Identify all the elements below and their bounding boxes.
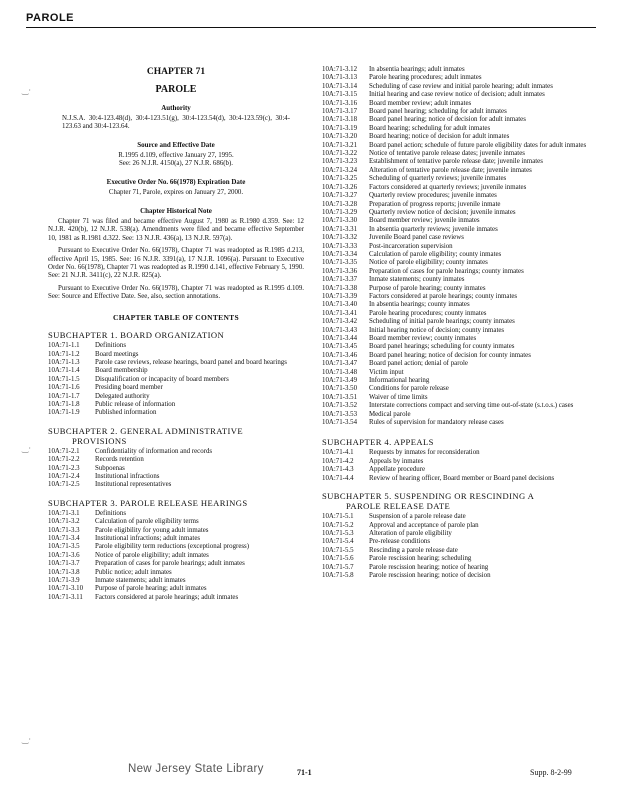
section-title: In absentia hearings; county inmates [369,301,470,309]
section-number: 10A:71-3.52 [322,402,358,410]
section-title: Preparation of progress reports; juvenile inmate [369,200,501,208]
section-number: 10A:71-2.3 [48,464,80,472]
toc-entry [48,384,304,392]
section-number: 10A:71-4.4 [322,474,354,482]
section-title: Calculation of parole eligibility; county inmates [369,250,502,258]
toc-entry [322,475,588,483]
section-number: 10A:71-3.29 [322,208,358,216]
library-watermark: New Jersey State Library [128,763,264,775]
history-paragraph: Pursuant to Executive Order No. 66(1978), Chapter 71 was readopted as R.1995 d.109. See: Source and Effective Date. See, also, section annotations. [48,284,304,301]
toc-entry [322,116,588,124]
section-number: 10A:71-1.7 [48,392,80,400]
section-number: 10A:71-3.12 [322,66,358,73]
subchapter-heading [48,498,304,508]
section-title: Purpose of parole hearing; county inmates [369,284,486,292]
toc-entry [322,234,588,242]
section-number: 10A:71-3.31 [322,225,358,233]
section-title: Purpose of parole hearing; adult inmates [95,585,207,593]
toc-entry [322,83,588,91]
section-number: 10A:71-3.22 [322,150,358,158]
subchapter-title: SUBCHAPTER 1. BOARD ORGANIZATION [48,330,225,341]
section-title: Preparation of cases for parole hearings; county inmates [369,267,524,275]
section-title: Notice of tentative parole release dates; juvenile inmates [369,150,525,158]
section-title: Delegated authority [95,392,150,400]
section-title: Parole rescission hearing; notice of hearing [369,563,489,571]
margin-mark: ‿· [22,86,32,95]
section-title: Appeals by inmates [369,457,424,465]
toc-entry [322,369,588,377]
running-head: PAROLE [26,12,75,24]
section-title: Medical parole [369,410,411,418]
page-number: 71-1 [297,768,312,777]
toc-entry [322,100,588,108]
section-title: Scheduling of initial parole hearings; county inmates [369,318,515,326]
section-number: 10A:71-2.5 [48,481,80,489]
section-title: Board panel hearing; scheduling for adult inmates [369,108,507,116]
section-title: Institutional infractions; adult inmates [95,535,201,542]
toc-entry [48,473,304,481]
toc-entry [322,66,588,74]
toc-entry [322,201,588,209]
section-number: 10A:71-2.2 [48,456,80,464]
section-title: Parole hearing procedures; adult inmates [369,74,482,82]
section-number: 10A:71-3.15 [322,91,358,99]
toc-entry [48,560,304,568]
section-title: Rescinding a parole release date [369,546,458,554]
source-line-1: R.1995 d.109, effective January 27, 1995. [118,151,234,159]
toc-entry [322,310,588,318]
toc-entry [48,543,304,551]
toc-entry [322,411,588,419]
toc-entry [48,569,304,577]
section-number: 10A:71-1.4 [48,367,80,375]
toc-entry [322,142,588,150]
section-title: Parole hearing procedures; county inmates [369,309,487,317]
section-title: Factors considered at parole hearings; county inmates [369,292,518,300]
toc-entry [322,522,588,530]
toc-entry [322,133,588,141]
toc-entry [322,564,588,572]
section-title: Pre-release conditions [369,538,431,546]
section-number: 10A:71-1.8 [48,400,80,408]
section-title: Definitions [95,342,127,350]
section-number: 10A:71-3.49 [322,377,358,385]
toc-entry [322,538,588,546]
toc-entry [322,167,588,175]
section-number: 10A:71-1.2 [48,350,80,358]
subchapter-title: SUBCHAPTER 3. PAROLE RELEASE HEARINGS [48,497,248,508]
section-number: 10A:71-3.10 [48,585,84,593]
section-number: 10A:71-1.3 [48,358,80,366]
section-title: Board panel hearing; notice of decision for adult inmates [369,116,526,124]
section-number: 10A:71-3.17 [322,108,358,116]
toc-left [48,330,304,602]
section-number: 10A:71-3.19 [322,124,358,132]
subchapter-title: SUBCHAPTER 2. GENERAL ADMINISTRATIVE [48,425,244,436]
subchapter-entries [322,449,588,483]
toc-entry [322,243,588,251]
section-title: Parole eligibility term reductions (exceptional progress) [95,543,250,551]
toc-entry [322,547,588,555]
toc-entry [322,192,588,200]
toc-entry [48,367,304,375]
section-title: Board membership [95,367,148,375]
section-number: 10A:71-3.14 [322,82,358,90]
section-title: Preparation of cases for parole hearings; adult inmates [95,560,245,568]
section-title: Subpoenas [95,464,125,472]
section-title: Institutional representatives [95,481,172,489]
section-number: 10A:71-3.38 [322,284,358,292]
toc-entry [322,259,588,267]
section-number: 10A:71-2.4 [48,472,80,480]
toc-entry [322,327,588,335]
section-number: 10A:71-3.16 [322,99,358,107]
section-title: Initial hearing and case review notice of decision; adult inmates [369,91,545,99]
section-number: 10A:71-3.30 [322,217,358,225]
history-paragraph: Chapter 71 was filed and became effective August 7, 1980 as R.1980 d.359. See: 12 N.J.R. 420(b), 12 N.J.R. 538(a). Amendments were filed and became effective September 10, 1981 as R.1981 d.322. See: 13 N.J.R. 436(a), 13 N.J.R. 597(a). [48,218,304,242]
toc-entry [48,527,304,535]
section-number: 10A:71-3.26 [322,183,358,191]
section-number: 10A:71-3.23 [322,158,358,166]
subchapter-heading [48,330,304,340]
toc-entry [48,376,304,384]
toc-entry [48,351,304,359]
section-title: Definitions [95,509,127,517]
subchapter-entries [48,342,304,418]
section-title: Review of hearing officer, Board member or Board panel decisions [369,474,555,482]
toc-entry [48,409,304,417]
section-title: Scheduling of case review and initial parole hearing; adult inmates [369,82,553,90]
section-title: Presiding board member [95,384,163,392]
right-column [322,66,588,580]
section-title: Rules of supervision for mandatory release cases [369,419,504,427]
section-number: 10A:71-3.32 [322,234,358,242]
toc-entry [322,419,588,427]
subchapter-heading [322,437,588,447]
toc-entry [322,402,588,410]
section-number: 10A:71-3.7 [48,560,80,568]
section-title: Calculation of parole eligibility terms [95,518,199,526]
toc-entry [48,393,304,401]
section-title: Parole rescission hearing; scheduling [369,555,472,563]
section-number: 10A:71-3.45 [322,343,358,351]
section-number: 10A:71-3.51 [322,393,358,401]
section-number: 10A:71-5.7 [322,563,354,571]
header-rule [26,27,596,28]
toc-entry [322,377,588,385]
chapter-title: PAROLE [155,84,197,95]
toc-heading: CHAPTER TABLE OF CONTENTS [113,312,239,322]
toc-entry [322,555,588,563]
section-title: Quarterly review notice of decision; juvenile inmates [369,208,516,216]
left-column [48,66,304,602]
section-title: Requests by inmates for reconsideration [369,449,480,457]
section-title: Board panel hearing; notice of decision for county inmates [369,351,531,359]
subchapter-heading [322,491,588,511]
subchapter-3-continued [322,66,588,427]
section-title: Informational hearing [369,377,430,385]
toc-entry [48,518,304,526]
section-number: 10A:71-5.5 [322,546,354,554]
section-number: 10A:71-3.13 [322,74,358,82]
section-number: 10A:71-4.3 [322,466,354,474]
toc-entry [322,184,588,192]
section-title: Waiver of time limits [369,393,428,401]
history-paragraph: Pursuant to Executive Order No. 66(1978), Chapter 71 was readopted as R.1985 d.213, effective April 15, 1985. See: 16 N.J.R. 3391(a), 17 N.J.R. 1096(a). Pursuant to Executive Order No. 66(1978), Chapter 71 was readopted as R.1990 d.141, effective February 5, 1990. See: 21 N.J.R. 3411(c), 22 N.J.R. 825(a). [48,247,304,280]
section-title: Notice of parole eligibility; county inmates [369,259,488,267]
toc-entry [322,293,588,301]
section-number: 10A:71-3.42 [322,318,358,326]
section-title: Suspension of a parole release date [369,513,466,521]
section-number: 10A:71-3.8 [48,568,80,576]
section-number: 10A:71-3.28 [322,200,358,208]
subchapter-title: SUBCHAPTER 4. APPEALS [322,437,434,448]
toc-entry [322,394,588,402]
toc-entry [322,125,588,133]
section-title: Records retention [95,456,144,464]
section-number: 10A:71-3.3 [48,526,80,534]
section-number: 10A:71-3.50 [322,385,358,393]
toc-entry [322,226,588,234]
toc-entry [48,465,304,473]
section-number: 10A:71-3.40 [322,301,358,309]
toc-entry [48,359,304,367]
toc-entry [322,251,588,259]
section-number: 10A:71-5.4 [322,538,354,546]
section-title: Board hearing; scheduling for adult inmates [369,124,491,132]
toc-entry [322,343,588,351]
toc-entry [48,552,304,560]
section-number: 10A:71-5.2 [322,521,354,529]
section-number: 10A:71-5.6 [322,555,354,563]
toc-entry [48,594,304,602]
toc-entry [322,513,588,521]
margin-mark: ‿· [22,444,32,453]
section-title: Approval and acceptance of parole plan [369,521,479,529]
toc-entry [322,385,588,393]
expiration-heading: Executive Order No. 66(1978) Expiration Date [106,177,246,186]
section-number: 10A:71-4.2 [322,457,354,465]
section-number: 10A:71-3.9 [48,577,80,585]
toc-entry [322,458,588,466]
section-title: Board member review; juvenile inmates [369,217,480,225]
section-title: Disqualification or incapacity of board members [95,375,229,383]
section-title: Public notice; adult inmates [95,568,172,576]
toc-entry [322,530,588,538]
section-number: 10A:71-3.47 [322,360,358,368]
subchapter-entries [48,510,304,602]
section-title: Juvenile Board panel case reviews [369,234,464,242]
section-title: Alteration of parole eligibility [369,529,452,537]
section-number: 10A:71-3.48 [322,368,358,376]
section-number: 10A:71-3.1 [48,509,80,517]
section-number: 10A:71-3.36 [322,267,358,275]
section-title: Published information [95,409,157,417]
section-number: 10A:71-5.8 [322,571,354,579]
toc-entry [322,175,588,183]
section-title: Confidentiality of information and records [95,447,213,455]
section-number: 10A:71-3.2 [48,518,80,526]
toc-entry [322,276,588,284]
toc-entry [48,401,304,409]
section-title: Institutional infractions [95,472,160,480]
expiration-text: Chapter 71, Parole, expires on January 27, 2000. [108,188,244,196]
section-title: Post-incarceration supervision [369,242,453,250]
section-number: 10A:71-3.6 [48,551,80,559]
toc-right [322,437,588,580]
section-title: Initial hearing notice of decision; county inmates [369,326,505,334]
toc-entry [48,585,304,593]
section-title: In absentia hearings; adult inmates [369,66,465,73]
supplement-date: Supp. 8-2-99 [530,768,572,777]
section-title: Parole rescission hearing; notice of decision [369,571,491,579]
section-title: Quarterly review procedures; juvenile inmates [369,192,497,200]
section-number: 10A:71-5.1 [322,513,354,521]
section-number: 10A:71-3.35 [322,259,358,267]
toc-entry [322,108,588,116]
section-number: 10A:71-1.1 [48,342,80,350]
toc-entry [322,158,588,166]
toc-entry [48,456,304,464]
section-title: Establishment of tentative parole release date; juvenile inmates [369,158,543,166]
source-line-2: See: 26 N.J.R. 4150(a), 27 N.J.R. 686(b). [118,160,234,168]
section-number: 10A:71-3.43 [322,326,358,334]
toc-entry [48,342,304,350]
subchapter-heading [48,426,304,446]
subchapter-title-continued: PROVISIONS [72,435,127,446]
section-number: 10A:71-3.4 [48,535,80,542]
section-number: 10A:71-3.33 [322,242,358,250]
section-number: 10A:71-2.1 [48,447,80,455]
section-number: 10A:71-3.34 [322,250,358,258]
section-title: Public release of information [95,400,176,408]
section-title: Notice of parole eligibility; adult inmates [95,551,209,559]
toc-entry [322,150,588,158]
section-number: 10A:71-3.27 [322,192,358,200]
section-title: Inmate statements; county inmates [369,276,465,284]
toc-entry [48,448,304,456]
toc-entry [322,74,588,82]
section-number: 10A:71-3.25 [322,175,358,183]
authority-heading: Authority [161,104,191,112]
section-number: 10A:71-5.3 [322,529,354,537]
source-heading: Source and Effective Date [137,140,215,149]
section-number: 10A:71-3.54 [322,419,358,427]
toc-entry [48,577,304,585]
section-title: Board panel action; schedule of future parole eligibility dates for adult inmates [369,141,587,149]
toc-entry [322,335,588,343]
section-title: Board member review; adult inmates [369,99,472,107]
section-number: 10A:71-3.21 [322,141,358,149]
section-number: 10A:71-3.5 [48,543,80,551]
section-number: 10A:71-3.11 [48,593,83,601]
section-title: Alteration of tentative parole release date; juvenile inmates [369,166,532,174]
toc-entry [322,91,588,99]
section-title: Conditions for parole release [369,385,449,393]
section-title: Parole case reviews, release hearings, board panel and board hearings [95,358,287,366]
section-title: Scheduling of quarterly reviews; juvenile inmates [369,175,507,183]
chapter-number: CHAPTER 71 [146,67,206,77]
authority-text: N.J.S.A. 30:4-123.48(d), 30:4-123.51(g), 30:4-123.54(d), 30:4-123.59(c), 30:4-123.63 and 30:4-123.64. [62,115,290,131]
history-heading: Chapter Historical Note [140,207,212,216]
subchapter-entries [322,513,588,580]
section-title: Appellate procedure [369,466,426,474]
section-number: 10A:71-3.44 [322,335,358,342]
section-number: 10A:71-1.5 [48,375,80,383]
toc-entry [322,318,588,326]
section-title: In absentia quarterly reviews; juvenile inmates [369,225,498,233]
toc-entry [322,301,588,309]
section-title: Interstate corrections compact and serving time out-of-state (s.t.o.s.) cases [369,402,574,410]
section-title: Board panel hearings; scheduling for county inmates [369,343,515,351]
section-number: 10A:71-3.41 [322,309,358,317]
toc-entry [322,285,588,293]
toc-entry [322,572,588,580]
toc-entry [48,535,304,543]
section-number: 10A:71-4.1 [322,449,354,457]
toc-entry [322,209,588,217]
section-number: 10A:71-3.39 [322,292,358,300]
section-number: 10A:71-3.46 [322,351,358,359]
toc-entry [48,510,304,518]
section-number: 10A:71-1.9 [48,409,80,417]
toc-entry [48,481,304,489]
section-number: 10A:71-3.53 [322,410,358,418]
margin-mark: ‿· [22,735,32,744]
section-number: 10A:71-3.20 [322,133,358,141]
toc-entry [322,360,588,368]
subchapter-title: SUBCHAPTER 5. SUSPENDING OR RESCINDING A [322,491,535,502]
toc-entry [322,268,588,276]
section-title: Board panel action; denial of parole [369,360,468,368]
section-number: 10A:71-3.18 [322,116,358,124]
section-title: Factors considered at quarterly reviews; juvenile inmates [369,183,527,191]
section-title: Parole eligibility for young adult inmates [95,526,209,534]
section-title: Board hearing; notice of decision for adult inmates [369,133,510,141]
section-number: 10A:71-3.37 [322,276,358,284]
section-title: Board meetings [95,350,139,358]
toc-entry [322,449,588,457]
section-title: Factors considered at parole hearings; adult inmates [95,593,239,601]
subchapter-entries [48,448,304,490]
section-title: Inmate statements; adult inmates [95,577,186,585]
section-number: 10A:71-3.24 [322,166,358,174]
subchapter-title-continued: PAROLE RELEASE DATE [346,501,451,512]
toc-entry [322,352,588,360]
section-title: Victim input [369,368,404,376]
section-number: 10A:71-1.6 [48,384,80,392]
section-title: Board member review; county inmates [369,335,477,342]
toc-entry [322,466,588,474]
toc-entry [322,217,588,225]
